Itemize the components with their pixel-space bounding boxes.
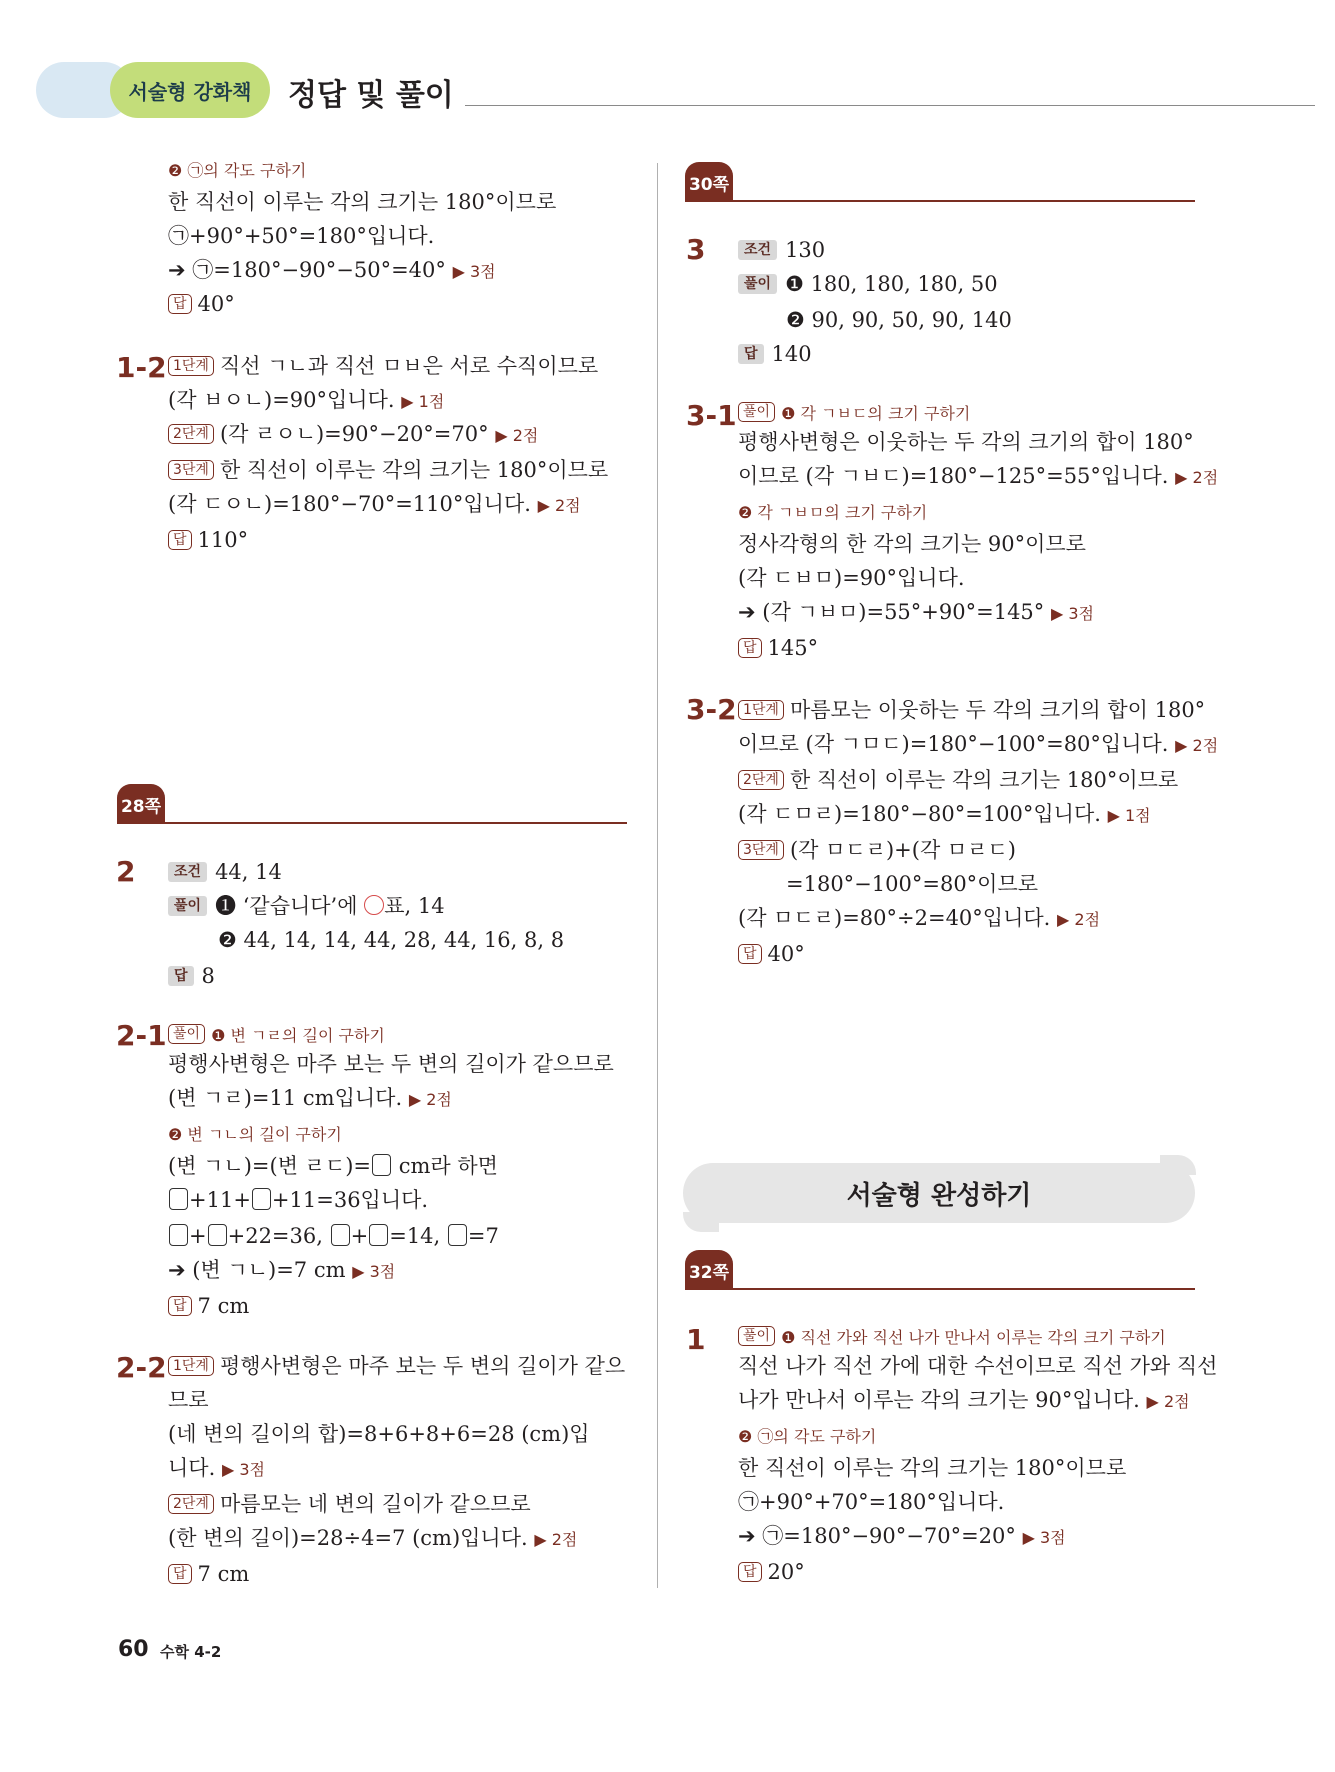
solution-line: (각 ㄷㅇㄴ)=180°−70°=110°입니다. ▶ 2점: [168, 492, 581, 516]
solution-line: (변 ㄱㄹ)=11 cm입니다. ▶ 2점: [168, 1086, 452, 1110]
solution-line: (네 변의 길이의 합)=8+6+8+6=28 (cm)입: [168, 1422, 590, 1446]
problem-number: 1-2: [116, 351, 167, 384]
book-title: 수학 4-2: [160, 1643, 222, 1661]
page-tab-30: 30쪽: [685, 162, 733, 202]
step-heading: 풀이 ❶ 직선 가와 직선 나가 만나서 이루는 각의 크기 구하기: [738, 1326, 1166, 1349]
problem-number: 3-1: [686, 399, 737, 432]
page-tab-28: 28쪽: [117, 784, 165, 824]
problem-number: 3: [686, 233, 706, 266]
solution-line: 한 직선이 이루는 각의 크기는 180°이므로: [738, 1456, 1127, 1480]
page-title: 정답 및 풀이: [288, 78, 454, 113]
step-heading: ❷ ㉠의 각도 구하기: [168, 161, 307, 180]
answer-line: 답 110°: [168, 526, 248, 554]
answer-line: 답 40°: [738, 940, 805, 968]
section-rule: [685, 200, 1195, 202]
column-divider: [657, 163, 658, 1588]
condition-line: 조건 130: [738, 236, 825, 264]
problem-number: 3-2: [686, 693, 737, 726]
answer-line: 답 7 cm: [168, 1292, 249, 1320]
solution-line: 3단계 (각 ㅁㄷㄹ)+(각 ㅁㄹㄷ): [738, 836, 1016, 864]
page-tab-32: 32쪽: [685, 1250, 733, 1290]
step-heading: 풀이 ❶ 각 ㄱㅂㄷ의 크기 구하기: [738, 402, 970, 425]
section-banner: 서술형 완성하기: [683, 1163, 1195, 1223]
answer-line: 답 8: [168, 962, 215, 990]
section-rule: [117, 822, 627, 824]
solution-line: +11+ +11=36입니다.: [168, 1186, 428, 1214]
solution-line: ➔ ㉠=180°−90°−70°=20° ▶ 3점: [738, 1524, 1066, 1548]
header-badge: 서술형 강화책: [110, 62, 270, 118]
section-rule: [685, 1288, 1195, 1290]
problem-number: 2-2: [116, 1351, 167, 1384]
solution-line: (각 ㅁㄷㄹ)=80°÷2=40°입니다. ▶ 2점: [738, 906, 1101, 930]
answer-line: 답 7 cm: [168, 1560, 249, 1588]
solution-line: (각 ㄷㅁㄹ)=180°−80°=100°입니다. ▶ 1점: [738, 802, 1151, 826]
step-heading: ❷ 변 ㄱㄴ의 길이 구하기: [168, 1125, 342, 1144]
condition-line: 조건 44, 14: [168, 858, 282, 886]
step-heading: ❷ ㉠의 각도 구하기: [738, 1427, 877, 1446]
solution-line: (한 변의 길이)=28÷4=7 (cm)입니다. ▶ 2점: [168, 1526, 578, 1550]
solution-line: ❷ 44, 14, 14, 44, 28, 44, 16, 8, 8: [218, 928, 565, 952]
solution-line: 니다. ▶ 3점: [168, 1456, 265, 1480]
solution-line: 2단계 마름모는 네 변의 길이가 같으므로: [168, 1490, 531, 1518]
solution-line: ➔ (변 ㄱㄴ)=7 cm ▶ 3점: [168, 1258, 396, 1282]
solution-line: 1단계 직선 ㄱㄴ과 직선 ㅁㅂ은 서로 수직이므로: [168, 352, 598, 380]
solution-line: (각 ㄷㅂㅁ)=90°입니다.: [738, 566, 965, 590]
solution-line: ➔ ㉠=180°−90°−50°=40° ▶ 3점: [168, 258, 496, 282]
solution-line: 정사각형의 한 각의 크기는 90°이므로: [738, 532, 1086, 556]
solution-line: (각 ㅂㅇㄴ)=90°입니다. ▶ 1점: [168, 388, 445, 412]
answer-line: 답 20°: [738, 1558, 805, 1586]
page-number: 60: [118, 1637, 149, 1662]
problem-number: 1: [686, 1323, 706, 1356]
solution-line: 풀이 ❶ 180, 180, 180, 50: [738, 270, 998, 298]
solution-line: 2단계 (각 ㄹㅇㄴ)=90°−20°=70° ▶ 2점: [168, 420, 538, 450]
answer-line: 답 140: [738, 340, 812, 368]
problem-number: 2-1: [116, 1019, 167, 1052]
solution-line: 평행사변형은 마주 보는 두 변의 길이가 같으므로: [168, 1052, 614, 1076]
solution-line: 직선 나가 직선 가에 대한 수선이므로 직선 가와 직선: [738, 1354, 1218, 1378]
solution-line: 한 직선이 이루는 각의 크기는 180°이므로: [168, 190, 557, 214]
solution-line: (변 ㄱㄴ)=(변 ㄹㄷ)= cm라 하면: [168, 1154, 498, 1178]
step-heading: ❷ 각 ㄱㅂㅁ의 크기 구하기: [738, 503, 928, 522]
problem-number: 2: [116, 855, 136, 888]
solution-line: ❷ 90, 90, 50, 90, 140: [786, 308, 1012, 332]
solution-line: + +22=36, + =14, =7: [168, 1222, 499, 1250]
solution-line: 나가 만나서 이루는 각의 크기는 90°입니다. ▶ 2점: [738, 1388, 1190, 1412]
solution-line: 1단계 평행사변형은 마주 보는 두 변의 길이가 같으: [168, 1352, 625, 1380]
solution-line: 1단계 마름모는 이웃하는 두 각의 크기의 합이 180°: [738, 696, 1205, 724]
answer-line: 답 40°: [168, 290, 235, 318]
answer-line: 답 145°: [738, 634, 818, 662]
solution-line: 3단계 한 직선이 이루는 각의 크기는 180°이므로: [168, 456, 608, 484]
solution-line: 풀이 ❶ ‘같습니다’에 표, 14: [168, 892, 445, 920]
solution-line: ㉠+90°+50°=180°입니다.: [168, 224, 435, 248]
solution-line: 이므로 (각 ㄱㅁㄷ)=180°−100°=80°입니다. ▶ 2점: [738, 732, 1219, 756]
solution-line: 평행사변형은 이웃하는 두 각의 크기의 합이 180°: [738, 430, 1194, 454]
step-heading: 풀이 ❶ 변 ㄱㄹ의 길이 구하기: [168, 1024, 385, 1047]
solution-line: ➔ (각 ㄱㅂㅁ)=55°+90°=145° ▶ 3점: [738, 600, 1095, 624]
solution-line: ㉠+90°+70°=180°입니다.: [738, 1490, 1005, 1514]
solution-line: =180°−100°=80°이므로: [786, 872, 1039, 896]
header-rule: [465, 105, 1315, 106]
solution-line: 이므로 (각 ㄱㅂㄷ)=180°−125°=55°입니다. ▶ 2점: [738, 464, 1219, 488]
circle-mark-icon: [364, 895, 384, 915]
solution-line: 므로: [168, 1388, 209, 1412]
solution-line: 2단계 한 직선이 이루는 각의 크기는 180°이므로: [738, 766, 1178, 794]
